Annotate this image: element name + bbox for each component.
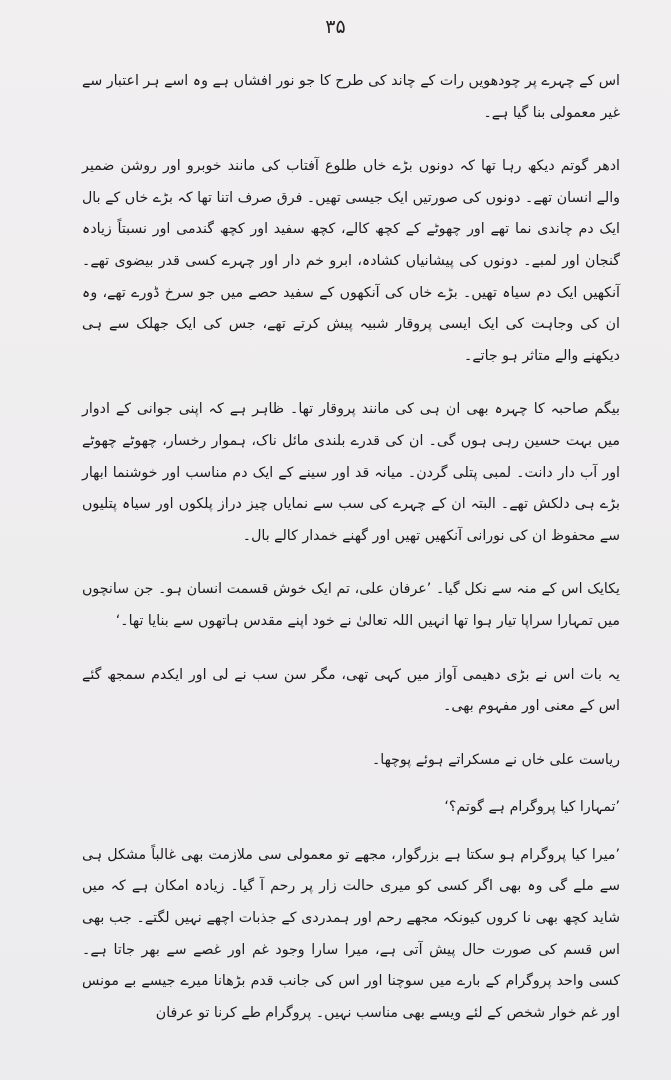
paragraph-3: بیگم صاحبہ کا چہرہ بھی ان ہی کی مانند پروقار تھا۔ ظاہر ہے کہ اپنی جوانی کے ادوار میں بہت حسین رہی ہوں گی۔ ان کی قدرے بلندی مائل ناک، ہموار رخسار، چھوٹے چھوٹے اور آب دار دانت۔ لمبی پتلی گردن۔ میانہ قد اور سینے کے ایک دم مناسب اور خوشنما ابھار بڑے ہی دلکش تھے۔ البتہ ان کے چہرے کی سب سے نمایاں چیز دراز پلکوں اور سیاہ پتلیوں سے محفوظ ان کی نورانی آنکھیں تھیں اور گھنے خمدار کالے بال۔ bbox=[82, 401, 620, 544]
paragraph-1: اس کے چہرے پر چودھویں رات کے چاند کی طرح کا جو نور افشاں ہے وہ اسے ہر اعتبار سے غیر معمولی بنا گیا ہے۔ bbox=[82, 73, 620, 121]
page-text bbox=[82, 66, 620, 1043]
paragraph-5: یہ بات اس نے بڑی دھیمی آواز میں کہی تھی، مگر سن سب نے لی اور ایکدم سمجھ گئے اس کے معنی اور مفہوم بھی۔ bbox=[82, 666, 620, 715]
paragraph-6: ریاست علی خاں نے مسکراتے ہوئے پوچھا۔ bbox=[371, 751, 620, 768]
page-number: ۳۵ bbox=[325, 16, 346, 38]
paragraph-4: یکایک اس کے منہ سے نکل گیا۔ ’عرفان علی، تم ایک خوش قسمت انسان ہو۔ جن سانچوں میں تمہارا سراپا تیار ہوا تھا انہیں اللہ تعالیٰ نے خود اپنے مقدس ہاتھوں سے بنایا تھا۔‘ bbox=[82, 581, 620, 629]
paragraph-8: ’میرا کیا پروگرام ہو سکتا ہے بزرگوار، مجھے تو معمولی سی ملازمت بھی غالباً مشکل ہی سے ملے گی وہ بھی اگر کسی کو میری حالت زار پر رحم آ گیا۔ زیادہ امکان ہے کہ میں شاید کچھ بھی نا کروں کیونکہ مجھے رحم اور ہمدردی کے جذبات اچھے نہیں لگتے۔ جب بھی اس قسم کی صورت حال پیش آتی ہے، میرا سارا وجود غم اور غصے سے بھر جاتا ہے۔ کسی واحد پروگرام کے بارے میں سوچنا اور اس کی جانب قدم بڑھانا میرے جیسے بے مونس اور غم خوار شخص کے لئے ویسے بھی مناسب نہیں۔ پروگرام طے کرنا تو عرفان bbox=[82, 846, 620, 1021]
paragraph-2: ادھر گوتم دیکھ رہا تھا کہ دونوں بڑے خاں طلوع آفتاب کی مانند خوبرو اور روشن ضمیر والے انسان تھے۔ دونوں کی صورتیں ایک جیسی تھیں۔ فرق صرف اتنا تھا کہ بڑے خاں کے بال ایک دم چاندی نما تھے اور چھوٹے کے کچھ کالے، کچھ سفید اور کچھ گندمی اور نسبتاً زیادہ گنجان اور لمبے۔ دونوں کی پیشانیاں کشادہ، ابرو خم دار اور چہرے کسی قدر بیضوی تھے۔ آنکھیں ایک دم سیاہ تھیں۔ بڑے خاں کی آنکھوں کے سفید حصے میں جو سرخ ڈورے تھے، وہ ان کی وجاہت کی ایک ایسی پروقار شبیہ پیش کرتے تھے، جس کی ایک جھلک سے ہی دیکھنے والے متاثر ہو جاتے۔ bbox=[82, 158, 620, 364]
paragraph-7: ’تمہارا کیا پروگرام ہے گوتم؟‘ bbox=[444, 799, 620, 816]
